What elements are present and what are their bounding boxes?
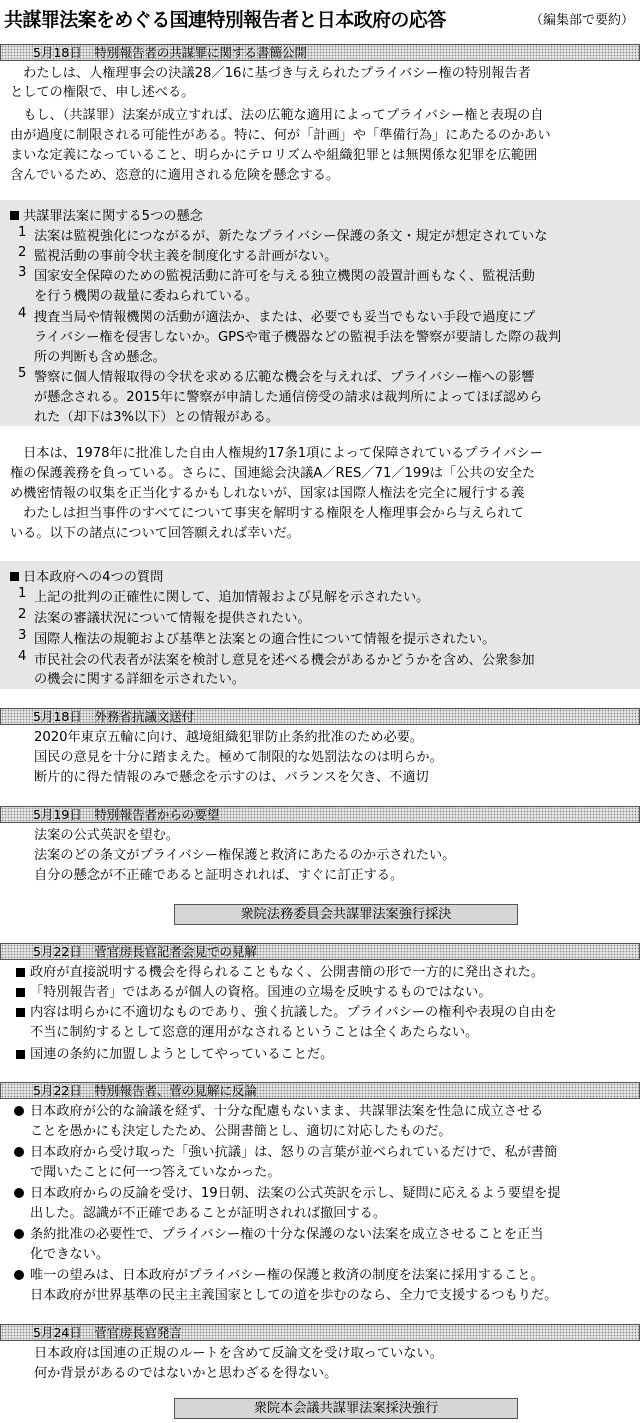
square-bullet-icon (16, 988, 25, 997)
question-text: 市民社会の代表者が法案を検討し意見を述べる機会があるかどうかを含め、公衆参加 (34, 653, 535, 668)
page-title: 共謀罪法案をめぐる国連特別報告者と日本政府の応答 (4, 9, 446, 31)
concerns-heading: 共謀罪法案に関する5つの懸念 (10, 205, 203, 224)
text-line: 自分の懸念が不正確であると証明されれば、すぐに訂正する。 (34, 868, 404, 883)
section-body-may24-suga (0, 1344, 640, 1386)
concern-number: 5 (18, 366, 27, 381)
section-header-may24-suga: 5月24日 菅官房長官発言 (0, 1324, 640, 1341)
section-body-may18-letter (0, 64, 640, 184)
section-body-may18-protest (0, 728, 640, 790)
square-bullet-icon (10, 211, 19, 220)
concern-text: が懸念される。2015年に警察が申請した通信傍受の請求は裁判所によってほぼ認めら (34, 390, 543, 405)
square-bullet-icon (16, 1008, 25, 1017)
text-line: 含んでいるため、恣意的に適用される危険を懸念する。 (10, 168, 340, 183)
bullet-text: 化できない。 (30, 1247, 110, 1262)
question-number: 2 (18, 607, 27, 622)
text-line: わたしは担当事件のすべてについて事実を解明する権限を人権理事会から与えられて (10, 506, 524, 521)
concern-text: 捜査当局や情報機関の活動が適法か、または、必要でも妥当でもない手段で過度にプ (34, 310, 536, 325)
section-header-may22-rebuttal: 5月22日 特別報告者、菅の見解に反論 (0, 1082, 640, 1099)
questions-box (0, 561, 640, 689)
section-header-may19-request: 5月19日 特別報告者からの要望 (0, 806, 640, 823)
question-text: 国際人権法の規範および基準と法案との適合性について情報を提示されたい。 (34, 632, 496, 647)
bullet-text: 日本政府が世界基準の民主主義国家としての道を歩むのなら、全力で支援するつもりだ。 (30, 1288, 558, 1303)
text-line: わたしは、人権理事会の決議28／16に基づき与えられたプライバシー権の特別報告者 (10, 66, 531, 81)
concern-number: 3 (18, 265, 27, 280)
question-number: 4 (18, 649, 27, 664)
question-text: 法案の審議状況について情報を提供されたい。 (34, 611, 311, 626)
question-text: 上記の批判の正確性に関して、追加情報および見解を示されたい。 (34, 590, 430, 605)
concern-text: 監視活動の事前令状主義を制度化する計画がない。 (34, 249, 338, 264)
bullet-text: 「特別報告者」ではあるが個人の資格。国連の立場を反映するものではない。 (30, 985, 492, 1000)
text-line: 2020年東京五輪に向け、越境組織犯罪防止条約批准のため必要。 (34, 730, 424, 745)
bullet-text: 内容は明らかに不適切なものであり、強く抗議した。プライバシーの権利や表現の自由を (30, 1005, 557, 1020)
bullet-text: 条約批准の必要性で、プライバシー権の十分な保護のない法案を成立させることを正当 (30, 1227, 544, 1242)
text-line: まいな定義になっていること、明らかにテロリズムや組織犯罪とは無関係な犯罪を広範囲 (10, 148, 538, 163)
text-line: 法案の公式英訳を望む。 (34, 828, 180, 843)
bullet-text: ことを愚かにも決定したため、公開書簡とし、適切に対応したものだ。 (30, 1124, 452, 1139)
bullet-text: 政府が直接説明する機会を得られることもなく、公開書簡の形で一方的に発出された。 (30, 965, 545, 980)
round-bullet-icon (14, 1106, 24, 1116)
concern-number: 4 (18, 306, 27, 321)
text-line: 日本は、1978年に批准した自由人権規約17条1項によって保障されているプライバシー (10, 446, 543, 461)
concern-number: 2 (18, 245, 27, 260)
text-line: もし、（共謀罪）法案が成立すれば、法の広範な適用によってプライバシー権と表現の自 (10, 108, 544, 123)
event-plenary-vote: 衆院本会議共謀罪法案採決強行 (174, 1398, 518, 1419)
text-line: 由が過度に制限される可能性がある。特に、何が「計画」や「準備行為」にあたるのかあい (10, 128, 551, 143)
editor-note: （編集部で要約） (529, 13, 634, 28)
bullet-text: 出した。認識が不正確であることが証明されれば撤回する。 (30, 1206, 387, 1221)
text-line: 国民の意見を十分に踏まえた。極めて制限的な処罰法なのは明らか。 (34, 750, 443, 765)
square-bullet-icon (10, 572, 19, 581)
concern-text: ライバシー権を侵害しないか。GPSや電子機器などの監視手法を警察が要請した際の裁判 (34, 330, 562, 345)
question-number: 1 (18, 586, 27, 601)
concern-text: を行う機関の裁量に委ねられている。 (34, 289, 259, 304)
concerns-box (0, 200, 640, 426)
bullet-text: 唯一の望みは、日本政府がプライバシー権の保護と救済の制度を法案に採用すること。 (30, 1268, 544, 1283)
questions-heading: 日本政府への4つの質問 (10, 566, 163, 585)
section-header-may18-protest: 5月18日 外務省抗議文送付 (0, 708, 640, 725)
bullet-text: 日本政府からの反論を受け、19日朝、法案の公式英訳を示し、疑問に応えるよう要望を提 (30, 1186, 561, 1201)
text-line: 法案のどの条文がプライバシー権保護と救済にあたるのか示されたい。 (34, 848, 456, 863)
text-line: としての権限で、申し述べる。 (10, 85, 195, 100)
section-header-may22-suga: 5月22日 菅官房長官記者会見での見解 (0, 943, 640, 960)
round-bullet-icon (14, 1229, 24, 1239)
square-bullet-icon (16, 1050, 25, 1059)
text-line: め機密情報の収集を正当化するかもしれないが、国家は国際人権法を完全に履行する義 (10, 486, 525, 501)
bullet-text: 国連の条約に加盟しようとしてやっていることだ。 (30, 1047, 334, 1062)
concern-text: れた（却下は3%以下）との情報がある。 (34, 410, 280, 425)
concern-text: 警察に個人情報取得の令状を求める広範な機会を与えれば、プライバシー権への影響 (34, 370, 535, 385)
text-line: 何か背景があるのではないかと思わざるを得ない。 (34, 1366, 338, 1381)
concern-text: 国家安全保障のための監視活動に許可を与える独立機関の設置計画もなく、監視活動 (34, 269, 535, 284)
section-header-may18-letter: 5月18日 特別報告者の共謀罪に関する書簡公開 (0, 44, 640, 61)
question-number: 3 (18, 628, 27, 643)
concern-text: 法案は監視強化につながるが、新たなプライバシー保護の条文・規定が想定されていな (34, 229, 548, 244)
round-bullet-icon (14, 1188, 24, 1198)
text-line: 権の保護義務を負っている。さらに、国連総会決議A／RES／71／199は「公共の安全た (10, 466, 536, 481)
title-row (4, 3, 636, 31)
text-line: 日本政府は国連の正規のルートを含めて反論文を受け取っていない。 (34, 1346, 443, 1361)
text-line: いる。以下の諸点について回答願えれば幸いだ。 (10, 526, 300, 541)
text-line: 断片的に得た情報のみで懸念を示すのは、バランスを欠き、不適切 (34, 770, 429, 785)
section-body-may22-suga (0, 963, 640, 1073)
round-bullet-icon (14, 1147, 24, 1157)
bullet-text: 日本政府から受け取った「強い抗議」は、怒りの言葉が並べられているだけで、私が書簡 (30, 1145, 558, 1160)
event-committee-vote: 衆院法務委員会共謀罪法案強行採決 (174, 904, 518, 925)
section-body-may22-rebuttal (0, 1102, 640, 1312)
bullet-text: 不当に制約するとして恣意的運用がなされるということは全くあたらない。 (30, 1025, 479, 1040)
section-body-obligation (0, 444, 640, 544)
question-text: の機会に関する詳細を示されたい。 (34, 672, 245, 687)
concern-text: 所の判断も含め懸念。 (34, 350, 166, 365)
concern-number: 1 (18, 225, 27, 240)
bullet-text: で聞いたことに何一つ答えていなかった。 (30, 1165, 281, 1180)
section-body-may19-request (0, 826, 640, 888)
square-bullet-icon (16, 968, 25, 977)
bullet-text: 日本政府が公的な論議を経ず、十分な配慮もないまま、共謀罪法案を性急に成立させる (30, 1104, 544, 1119)
round-bullet-icon (14, 1270, 24, 1280)
